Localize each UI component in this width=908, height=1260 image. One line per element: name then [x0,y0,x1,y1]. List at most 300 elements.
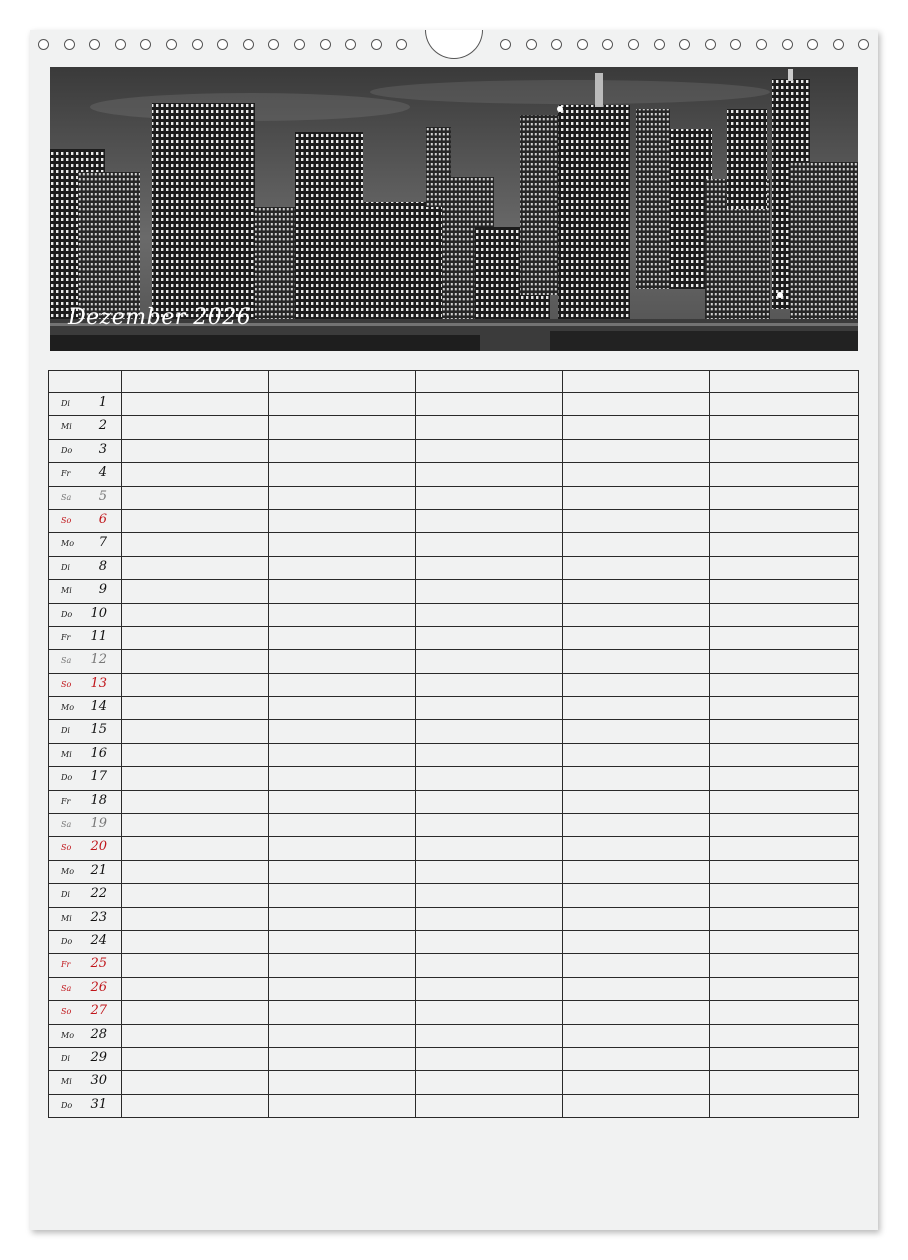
entry-cell-column-2[interactable] [269,486,416,509]
binding-ring [396,39,407,50]
entry-cell-column-2[interactable] [269,720,416,743]
entry-cell-column-4[interactable] [563,767,710,790]
day-number: 21 [90,862,107,878]
entry-cell-column-5[interactable] [710,580,859,603]
header-cell-column-3[interactable] [416,371,563,393]
entry-cell-column-2[interactable] [269,439,416,462]
day-number: 27 [90,1003,107,1019]
entry-cell-column-3[interactable] [416,1024,563,1047]
binding-ring [602,39,613,50]
header-row [49,371,859,393]
entry-cell-column-4[interactable] [563,393,710,416]
header-cell-column-1[interactable] [122,371,269,393]
day-cell[interactable] [49,743,122,766]
entry-cell-column-4[interactable] [563,650,710,673]
day-number: 20 [90,839,107,855]
table-row [49,790,859,813]
entry-cell-column-4[interactable] [563,790,710,813]
day-number: 24 [90,932,107,948]
entry-cell-column-5[interactable] [710,509,859,532]
day-number: 5 [98,488,107,504]
day-number: 30 [90,1073,107,1089]
table-row [49,650,859,673]
entry-cell-column-2[interactable] [269,837,416,860]
entry-cell-column-5[interactable] [710,767,859,790]
entry-cell-column-1[interactable] [122,860,269,883]
entry-cell-column-5[interactable] [710,860,859,883]
weekday-label: Mi [61,913,72,923]
entry-cell-column-3[interactable] [416,463,563,486]
entry-cell-column-3[interactable] [416,1094,563,1117]
day-cell[interactable] [49,954,122,977]
entry-cell-column-4[interactable] [563,930,710,953]
binding-ring [243,39,254,50]
day-cell[interactable] [49,697,122,720]
day-number: 22 [90,886,107,902]
entry-cell-column-4[interactable] [563,533,710,556]
entry-cell-column-2[interactable] [269,1001,416,1024]
binding-ring [705,39,716,50]
entry-cell-column-4[interactable] [563,977,710,1000]
entry-cell-column-2[interactable] [269,393,416,416]
day-cell[interactable] [49,1094,122,1117]
entry-cell-column-3[interactable] [416,393,563,416]
day-number: 1 [98,395,107,410]
weekday-label: Fr [61,960,71,970]
binding-ring [679,39,690,50]
entry-cell-column-4[interactable] [563,1047,710,1070]
table-row [49,533,859,556]
entry-cell-column-3[interactable] [416,556,563,579]
day-number: 26 [90,979,107,995]
day-number: 12 [90,652,107,668]
entry-cell-column-4[interactable] [563,907,710,930]
binding-ring [38,39,49,50]
binding-ring [192,39,203,50]
entry-cell-column-1[interactable] [122,486,269,509]
entry-cell-column-2[interactable] [269,954,416,977]
entry-cell-column-5[interactable] [710,673,859,696]
weekday-label: Sa [61,492,72,502]
entry-cell-column-3[interactable] [416,743,563,766]
entry-cell-column-1[interactable] [122,393,269,416]
weekday-label: Mi [61,1077,72,1087]
entry-cell-column-3[interactable] [416,673,563,696]
day-number: 28 [90,1026,107,1042]
entry-cell-column-1[interactable] [122,1001,269,1024]
entry-cell-column-5[interactable] [710,930,859,953]
entry-cell-column-1[interactable] [122,463,269,486]
entry-cell-column-2[interactable] [269,814,416,837]
calendar-page [30,30,878,1230]
table-row [49,720,859,743]
entry-cell-column-5[interactable] [710,720,859,743]
day-cell[interactable] [49,930,122,953]
entry-cell-column-2[interactable] [269,626,416,649]
entry-cell-column-3[interactable] [416,930,563,953]
binding-ring [526,39,537,50]
entry-cell-column-5[interactable] [710,416,859,439]
entry-cell-column-5[interactable] [710,439,859,462]
entry-cell-column-3[interactable] [416,439,563,462]
day-cell[interactable] [49,650,122,673]
binding-ring [782,39,793,50]
entry-cell-column-4[interactable] [563,439,710,462]
entry-cell-column-2[interactable] [269,1024,416,1047]
day-cell[interactable] [49,463,122,486]
table-row [49,767,859,790]
entry-cell-column-4[interactable] [563,743,710,766]
entry-cell-column-4[interactable] [563,509,710,532]
entry-cell-column-3[interactable] [416,954,563,977]
day-cell[interactable] [49,977,122,1000]
table-row [49,1047,859,1070]
table-row [49,580,859,603]
day-cell[interactable] [49,439,122,462]
entry-cell-column-1[interactable] [122,626,269,649]
entry-cell-column-4[interactable] [563,814,710,837]
weekday-label: Di [61,726,70,736]
binding-ring [577,39,588,50]
entry-cell-column-4[interactable] [563,884,710,907]
table-row [49,1094,859,1117]
day-cell[interactable] [49,580,122,603]
table-row [49,673,859,696]
entry-cell-column-4[interactable] [563,580,710,603]
entry-cell-column-2[interactable] [269,509,416,532]
entry-cell-column-3[interactable] [416,626,563,649]
entry-cell-column-4[interactable] [563,837,710,860]
entry-cell-column-1[interactable] [122,884,269,907]
table-row [49,884,859,907]
day-cell[interactable] [49,1001,122,1024]
table-row [49,743,859,766]
table-row [49,626,859,649]
entry-cell-column-3[interactable] [416,837,563,860]
entry-cell-column-3[interactable] [416,814,563,837]
binding-ring [371,39,382,50]
weekday-label: Mi [61,422,72,432]
entry-cell-column-4[interactable] [563,1001,710,1024]
entry-cell-column-2[interactable] [269,977,416,1000]
weekday-label: Di [61,1053,70,1063]
entry-cell-column-5[interactable] [710,556,859,579]
entry-cell-column-2[interactable] [269,907,416,930]
day-cell[interactable] [49,486,122,509]
entry-cell-column-1[interactable] [122,1094,269,1117]
entry-cell-column-3[interactable] [416,860,563,883]
entry-cell-column-5[interactable] [710,533,859,556]
entry-cell-column-3[interactable] [416,907,563,930]
binding-ring [294,39,305,50]
skyline-photo [50,67,858,351]
entry-cell-column-3[interactable] [416,1001,563,1024]
table-row [49,930,859,953]
day-number: 15 [90,722,107,738]
table-row [49,954,859,977]
header-cell-column-2[interactable] [269,371,416,393]
entry-cell-column-4[interactable] [563,720,710,743]
entry-cell-column-5[interactable] [710,463,859,486]
entry-cell-column-1[interactable] [122,837,269,860]
entry-cell-column-3[interactable] [416,720,563,743]
entry-cell-column-3[interactable] [416,650,563,673]
entry-cell-column-4[interactable] [563,486,710,509]
binding-ring [268,39,279,50]
table-row [49,837,859,860]
day-cell[interactable] [49,393,122,416]
day-cell[interactable] [49,509,122,532]
weekday-label: Fr [61,796,71,806]
day-cell[interactable] [49,1071,122,1094]
entry-cell-column-2[interactable] [269,1071,416,1094]
entry-cell-column-3[interactable] [416,580,563,603]
day-cell[interactable] [49,603,122,626]
weekday-label: Mo [61,703,75,713]
day-cell[interactable] [49,860,122,883]
entry-cell-column-1[interactable] [122,1071,269,1094]
entry-cell-column-1[interactable] [122,720,269,743]
table-row [49,603,859,626]
entry-cell-column-2[interactable] [269,650,416,673]
weekday-label: So [61,515,72,525]
entry-cell-column-4[interactable] [563,556,710,579]
entry-cell-column-1[interactable] [122,790,269,813]
weekday-label: Do [61,936,73,946]
entry-cell-column-4[interactable] [563,1071,710,1094]
entry-cell-column-4[interactable] [563,697,710,720]
entry-cell-column-2[interactable] [269,673,416,696]
binding-ring [654,39,665,50]
binding-ring [166,39,177,50]
table-row [49,439,859,462]
day-number: 19 [90,816,107,832]
entry-cell-column-1[interactable] [122,907,269,930]
entry-cell-column-1[interactable] [122,509,269,532]
weekday-label: Do [61,445,73,455]
day-cell[interactable] [49,720,122,743]
entry-cell-column-5[interactable] [710,837,859,860]
day-cell[interactable] [49,416,122,439]
entry-cell-column-1[interactable] [122,673,269,696]
entry-cell-column-4[interactable] [563,603,710,626]
entry-cell-column-1[interactable] [122,977,269,1000]
header-cell-day[interactable] [49,371,122,393]
day-number: 10 [90,605,107,621]
weekday-label: Mi [61,586,72,596]
day-cell[interactable] [49,533,122,556]
table-row [49,1024,859,1047]
weekday-label: Di [61,890,70,900]
entry-cell-column-3[interactable] [416,1047,563,1070]
binding-ring [217,39,228,50]
binding-ring [115,39,126,50]
day-cell[interactable] [49,1024,122,1047]
day-cell[interactable] [49,837,122,860]
entry-cell-column-5[interactable] [710,743,859,766]
entry-cell-column-5[interactable] [710,393,859,416]
entry-cell-column-5[interactable] [710,626,859,649]
header-cell-column-4[interactable] [563,371,710,393]
day-number: 25 [90,956,107,972]
table-row [49,416,859,439]
entry-cell-column-5[interactable] [710,486,859,509]
entry-cell-column-1[interactable] [122,603,269,626]
weekday-label: Do [61,1100,73,1110]
weekday-label: Do [61,609,73,619]
day-number: 16 [90,745,107,761]
entry-cell-column-1[interactable] [122,439,269,462]
month-title: Dezember 2026 [68,305,252,330]
day-cell[interactable] [49,626,122,649]
entry-cell-column-1[interactable] [122,697,269,720]
entry-cell-column-2[interactable] [269,1094,416,1117]
entry-cell-column-5[interactable] [710,907,859,930]
day-number: 3 [98,441,107,457]
entry-cell-column-2[interactable] [269,603,416,626]
entry-cell-column-4[interactable] [563,860,710,883]
weekday-label: Di [61,562,70,572]
entry-cell-column-2[interactable] [269,790,416,813]
entry-cell-column-1[interactable] [122,954,269,977]
entry-cell-column-3[interactable] [416,977,563,1000]
day-number: 11 [90,628,107,644]
entry-cell-column-5[interactable] [710,954,859,977]
entry-cell-column-3[interactable] [416,603,563,626]
day-cell[interactable] [49,556,122,579]
entry-cell-column-3[interactable] [416,486,563,509]
entry-cell-column-2[interactable] [269,556,416,579]
entry-cell-column-5[interactable] [710,814,859,837]
entry-cell-column-3[interactable] [416,1071,563,1094]
day-number: 29 [90,1049,107,1065]
entry-cell-column-5[interactable] [710,977,859,1000]
weekday-label: Sa [61,983,72,993]
entry-cell-column-1[interactable] [122,650,269,673]
table-row [49,860,859,883]
entry-cell-column-2[interactable] [269,463,416,486]
binding-ring [807,39,818,50]
entry-cell-column-5[interactable] [710,884,859,907]
binding-ring [858,39,869,50]
table-row [49,556,859,579]
weekday-label: Mo [61,866,75,876]
entry-cell-column-2[interactable] [269,1047,416,1070]
entry-cell-column-3[interactable] [416,884,563,907]
entry-cell-column-3[interactable] [416,533,563,556]
day-number: 31 [90,1096,107,1112]
entry-cell-column-1[interactable] [122,1024,269,1047]
table-row [49,1001,859,1024]
entry-cell-column-5[interactable] [710,697,859,720]
table-row [49,393,859,416]
entry-cell-column-5[interactable] [710,790,859,813]
entry-cell-column-5[interactable] [710,1071,859,1094]
entry-cell-column-1[interactable] [122,533,269,556]
entry-cell-column-2[interactable] [269,580,416,603]
entry-cell-column-1[interactable] [122,1047,269,1070]
weekday-label: Mi [61,749,72,759]
entry-cell-column-5[interactable] [710,1047,859,1070]
entry-cell-column-4[interactable] [563,626,710,649]
table-row [49,814,859,837]
weekday-label: Fr [61,469,71,479]
entry-cell-column-5[interactable] [710,1094,859,1117]
entry-cell-column-3[interactable] [416,767,563,790]
header-cell-column-5[interactable] [710,371,859,393]
binding-ring [64,39,75,50]
table-row [49,509,859,532]
entry-cell-column-5[interactable] [710,603,859,626]
binding-ring [833,39,844,50]
entry-cell-column-3[interactable] [416,509,563,532]
entry-cell-column-2[interactable] [269,930,416,953]
entry-cell-column-1[interactable] [122,930,269,953]
day-number: 13 [90,675,107,691]
entry-cell-column-4[interactable] [563,1024,710,1047]
table-row [49,486,859,509]
entry-cell-column-2[interactable] [269,743,416,766]
spiral-binding [30,30,878,58]
entry-cell-column-4[interactable] [563,1094,710,1117]
entry-cell-column-4[interactable] [563,463,710,486]
day-number: 2 [98,418,107,434]
day-number: 6 [98,511,107,527]
entry-cell-column-1[interactable] [122,814,269,837]
day-cell[interactable] [49,1047,122,1070]
table-row [49,463,859,486]
entry-cell-column-1[interactable] [122,767,269,790]
entry-cell-column-2[interactable] [269,767,416,790]
day-cell[interactable] [49,767,122,790]
binding-ring [756,39,767,50]
entry-cell-column-2[interactable] [269,533,416,556]
entry-cell-column-4[interactable] [563,416,710,439]
day-cell[interactable] [49,907,122,930]
day-cell[interactable] [49,790,122,813]
entry-cell-column-2[interactable] [269,697,416,720]
weekday-label: Di [61,399,70,408]
entry-cell-column-5[interactable] [710,1024,859,1047]
binding-ring [500,39,511,50]
day-number: 4 [98,465,107,481]
entry-cell-column-3[interactable] [416,790,563,813]
weekday-label: So [61,679,72,689]
day-cell[interactable] [49,814,122,837]
entry-cell-column-1[interactable] [122,743,269,766]
entry-cell-column-5[interactable] [710,1001,859,1024]
hanger-hook [425,30,483,59]
entry-cell-column-3[interactable] [416,697,563,720]
entry-cell-column-2[interactable] [269,416,416,439]
entry-cell-column-3[interactable] [416,416,563,439]
entry-cell-column-1[interactable] [122,556,269,579]
entry-cell-column-1[interactable] [122,580,269,603]
day-cell[interactable] [49,673,122,696]
entry-cell-column-4[interactable] [563,673,710,696]
day-number: 18 [90,792,107,808]
day-number: 7 [98,535,107,551]
table-row [49,907,859,930]
weekday-label: Sa [61,656,72,666]
entry-cell-column-5[interactable] [710,650,859,673]
day-cell[interactable] [49,884,122,907]
entry-cell-column-1[interactable] [122,416,269,439]
entry-cell-column-2[interactable] [269,884,416,907]
entry-cell-column-4[interactable] [563,954,710,977]
entry-cell-column-2[interactable] [269,860,416,883]
binding-ring [628,39,639,50]
